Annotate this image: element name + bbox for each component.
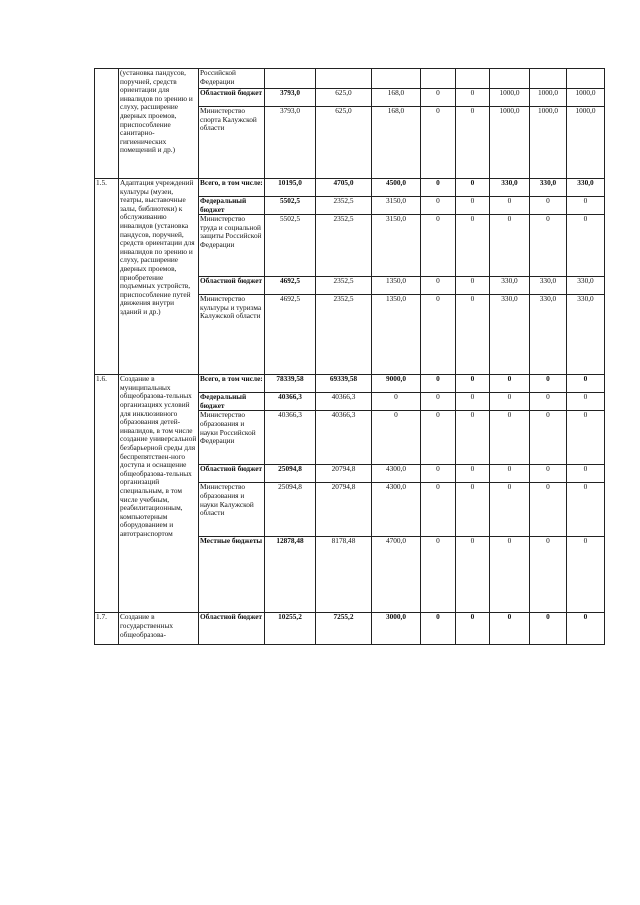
year-amount: 1350,0 bbox=[372, 277, 421, 295]
year-amount: 1000,0 bbox=[490, 107, 530, 179]
budget-table bbox=[94, 68, 605, 645]
year-amount: 0 bbox=[567, 483, 605, 537]
year-amount: 0 bbox=[372, 393, 421, 411]
year-amount: 0 bbox=[421, 179, 456, 197]
year-amount: 0 bbox=[490, 197, 530, 215]
year-amount: 0 bbox=[456, 107, 490, 179]
year-amount: 8178,48 bbox=[316, 537, 372, 613]
year-amount: 1000,0 bbox=[567, 89, 605, 107]
year-amount bbox=[490, 69, 530, 89]
total-amount bbox=[265, 69, 316, 89]
year-amount: 0 bbox=[567, 215, 605, 277]
total-amount: 10195,0 bbox=[265, 179, 316, 197]
year-amount: 0 bbox=[421, 277, 456, 295]
year-amount: 168,0 bbox=[372, 107, 421, 179]
year-amount: 3150,0 bbox=[372, 197, 421, 215]
funding-source: Местные бюджеты bbox=[199, 537, 265, 613]
table-row bbox=[95, 179, 605, 197]
total-amount: 25094,8 bbox=[265, 483, 316, 537]
year-amount: 4500,0 bbox=[372, 179, 421, 197]
year-amount: 0 bbox=[490, 537, 530, 613]
table-row bbox=[95, 375, 605, 393]
year-amount: 330,0 bbox=[530, 179, 567, 197]
year-amount: 1000,0 bbox=[530, 107, 567, 179]
year-amount: 0 bbox=[421, 375, 456, 393]
year-amount: 0 bbox=[567, 197, 605, 215]
funding-source: Областной бюджет bbox=[199, 277, 265, 295]
year-amount: 1350,0 bbox=[372, 295, 421, 375]
year-amount: 330,0 bbox=[490, 179, 530, 197]
year-amount: 330,0 bbox=[567, 295, 605, 375]
year-amount bbox=[372, 69, 421, 89]
year-amount: 330,0 bbox=[567, 277, 605, 295]
total-amount: 78339,58 bbox=[265, 375, 316, 393]
year-amount: 40366,3 bbox=[316, 393, 372, 411]
year-amount: 0 bbox=[530, 375, 567, 393]
funding-source: Всего, в том числе: bbox=[199, 179, 265, 197]
year-amount: 0 bbox=[490, 393, 530, 411]
year-amount: 0 bbox=[456, 277, 490, 295]
year-amount: 3150,0 bbox=[372, 215, 421, 277]
year-amount: 0 bbox=[567, 537, 605, 613]
total-amount: 4692,5 bbox=[265, 277, 316, 295]
year-amount: 0 bbox=[421, 215, 456, 277]
total-amount: 40366,3 bbox=[265, 411, 316, 465]
year-amount: 330,0 bbox=[530, 295, 567, 375]
row-number bbox=[95, 69, 119, 179]
year-amount: 0 bbox=[421, 465, 456, 483]
table-row bbox=[95, 69, 605, 89]
funding-source: Областной бюджет bbox=[199, 613, 265, 645]
funding-source: Областной бюджет bbox=[199, 465, 265, 483]
total-amount: 4692,5 bbox=[265, 295, 316, 375]
year-amount: 0 bbox=[421, 107, 456, 179]
year-amount: 625,0 bbox=[316, 107, 372, 179]
year-amount: 2352,5 bbox=[316, 295, 372, 375]
year-amount: 0 bbox=[421, 411, 456, 465]
year-amount bbox=[530, 69, 567, 89]
year-amount: 20794,8 bbox=[316, 465, 372, 483]
year-amount: 0 bbox=[490, 375, 530, 393]
year-amount bbox=[316, 69, 372, 89]
year-amount: 1000,0 bbox=[490, 89, 530, 107]
year-amount: 0 bbox=[456, 375, 490, 393]
year-amount: 0 bbox=[456, 411, 490, 465]
year-amount: 0 bbox=[456, 613, 490, 645]
funding-source: Всего, в том числе: bbox=[199, 375, 265, 393]
measure-description: (установка пандусов, поручней, средств ориентации для инвалидов по зрению и слуху, расширение дверных проемов, приспособление санитарно-гигиенических помещений и др.) bbox=[119, 69, 199, 179]
year-amount: 0 bbox=[567, 393, 605, 411]
year-amount: 0 bbox=[456, 295, 490, 375]
year-amount: 0 bbox=[421, 537, 456, 613]
year-amount: 0 bbox=[456, 197, 490, 215]
year-amount: 0 bbox=[530, 483, 567, 537]
year-amount: 0 bbox=[456, 89, 490, 107]
year-amount: 0 bbox=[421, 613, 456, 645]
row-number: 1.7. bbox=[95, 613, 119, 645]
year-amount: 0 bbox=[456, 465, 490, 483]
year-amount: 7255,2 bbox=[316, 613, 372, 645]
year-amount: 0 bbox=[490, 613, 530, 645]
measure-description: Адаптация учреждений культуры (музеи, театры, выставочные залы, библиотеки) к обслуживанию инвалидов (установка пандусов, поручней, средств ориентации для инвалидов по зрению и слуху, расширение дверных проемов, приобретение подъемных устройств, приспособление путей движения внутри зданий и др.) bbox=[119, 179, 199, 375]
total-amount: 25094,8 bbox=[265, 465, 316, 483]
funding-source: Министерство образования и науки Российской Федерации bbox=[199, 411, 265, 465]
year-amount: 0 bbox=[567, 613, 605, 645]
year-amount: 0 bbox=[530, 393, 567, 411]
year-amount: 0 bbox=[490, 465, 530, 483]
year-amount: 69339,58 bbox=[316, 375, 372, 393]
year-amount: 0 bbox=[567, 375, 605, 393]
measure-description: Создание в государственных общеобразова- bbox=[119, 613, 199, 645]
year-amount: 2352,5 bbox=[316, 197, 372, 215]
year-amount: 4700,0 bbox=[372, 537, 421, 613]
funding-source: Министерство труда и социальной защиты Российской Федерации bbox=[199, 215, 265, 277]
year-amount: 40366,3 bbox=[316, 411, 372, 465]
year-amount: 0 bbox=[490, 483, 530, 537]
year-amount: 2352,5 bbox=[316, 215, 372, 277]
year-amount: 330,0 bbox=[490, 277, 530, 295]
year-amount: 0 bbox=[456, 393, 490, 411]
year-amount: 168,0 bbox=[372, 89, 421, 107]
year-amount: 0 bbox=[456, 179, 490, 197]
year-amount: 0 bbox=[421, 295, 456, 375]
year-amount: 3000,0 bbox=[372, 613, 421, 645]
year-amount: 0 bbox=[421, 393, 456, 411]
year-amount: 0 bbox=[421, 89, 456, 107]
budget-table-body bbox=[95, 69, 605, 645]
total-amount: 12878,48 bbox=[265, 537, 316, 613]
year-amount: 625,0 bbox=[316, 89, 372, 107]
funding-source: Федеральный бюджет bbox=[199, 197, 265, 215]
table-row bbox=[95, 613, 605, 645]
year-amount: 4300,0 bbox=[372, 483, 421, 537]
year-amount: 0 bbox=[530, 613, 567, 645]
total-amount: 5502,5 bbox=[265, 197, 316, 215]
year-amount: 4300,0 bbox=[372, 465, 421, 483]
funding-source: Министерство образования и науки Калужской области bbox=[199, 483, 265, 537]
year-amount: 0 bbox=[456, 215, 490, 277]
year-amount bbox=[456, 69, 490, 89]
year-amount: 0 bbox=[530, 197, 567, 215]
year-amount: 330,0 bbox=[490, 295, 530, 375]
year-amount: 4705,0 bbox=[316, 179, 372, 197]
year-amount: 0 bbox=[530, 411, 567, 465]
funding-source: Областной бюджет bbox=[199, 89, 265, 107]
total-amount: 40366,3 bbox=[265, 393, 316, 411]
funding-source: Федеральный бюджет bbox=[199, 393, 265, 411]
year-amount: 0 bbox=[567, 465, 605, 483]
year-amount: 0 bbox=[372, 411, 421, 465]
year-amount: 0 bbox=[490, 411, 530, 465]
year-amount: 0 bbox=[421, 197, 456, 215]
row-number: 1.6. bbox=[95, 375, 119, 613]
total-amount: 3793,0 bbox=[265, 107, 316, 179]
year-amount: 2352,5 bbox=[316, 277, 372, 295]
year-amount: 0 bbox=[530, 215, 567, 277]
year-amount: 0 bbox=[456, 483, 490, 537]
year-amount: 330,0 bbox=[567, 179, 605, 197]
total-amount: 5502,5 bbox=[265, 215, 316, 277]
year-amount: 0 bbox=[567, 411, 605, 465]
year-amount: 9000,0 bbox=[372, 375, 421, 393]
year-amount: 1000,0 bbox=[530, 89, 567, 107]
year-amount bbox=[421, 69, 456, 89]
funding-source: Министерство культуры и туризма Калужской области bbox=[199, 295, 265, 375]
year-amount: 0 bbox=[530, 537, 567, 613]
year-amount: 330,0 bbox=[530, 277, 567, 295]
total-amount: 3793,0 bbox=[265, 89, 316, 107]
year-amount: 0 bbox=[421, 483, 456, 537]
year-amount: 20794,8 bbox=[316, 483, 372, 537]
year-amount bbox=[567, 69, 605, 89]
measure-description: Создание в муниципальных общеобразова-тельных организациях условий для инклюзивного образования детей-инвалидов, в том числе создание универсальной безбарьерной среды для беспрепятствен-ного доступа и оснащение общеобразова-тельных организаций специальным, в том числе учебным, реабилитационным, компьютерным оборудованием и автотранспортом bbox=[119, 375, 199, 613]
funding-source: Министерство спорта Калужской области bbox=[199, 107, 265, 179]
total-amount: 10255,2 bbox=[265, 613, 316, 645]
year-amount: 0 bbox=[456, 537, 490, 613]
year-amount: 0 bbox=[530, 465, 567, 483]
row-number: 1.5. bbox=[95, 179, 119, 375]
year-amount: 1000,0 bbox=[567, 107, 605, 179]
year-amount: 0 bbox=[490, 215, 530, 277]
funding-source: Российской Федерации bbox=[199, 69, 265, 89]
